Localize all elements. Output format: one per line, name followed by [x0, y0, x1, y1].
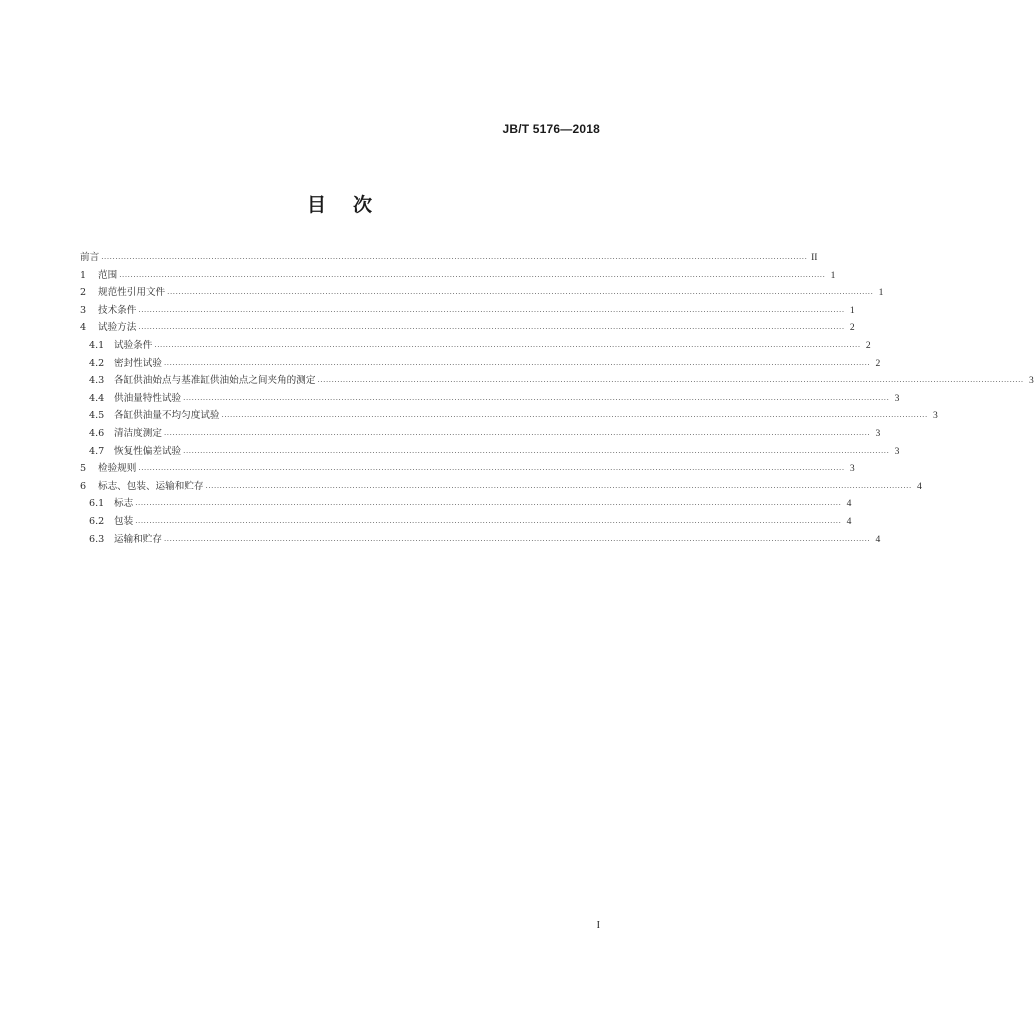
page-title: [0, 190, 680, 217]
toc-entry-label: 试验方法: [98, 322, 137, 334]
dot-leader: ..........................................................................................................................................................................................................................................................: [221, 411, 928, 420]
dot-leader: ..........................................................................................................................................................................................................................................................: [154, 340, 861, 349]
toc-entry[interactable]: [80, 267, 836, 285]
toc-entry-page: 3: [894, 392, 900, 404]
toc-entry[interactable]: [80, 531, 881, 549]
toc-entry[interactable]: [80, 337, 871, 355]
toc-entry-number: 6.1: [89, 498, 105, 510]
toc-entry-label: 规范性引用文件: [98, 287, 166, 299]
toc-entry[interactable]: [80, 495, 852, 513]
toc-entry-page: 3: [1028, 375, 1034, 387]
dot-leader: ..........................................................................................................................................................................................................................................................: [138, 464, 845, 473]
toc-entry[interactable]: [80, 372, 1034, 390]
toc-entry[interactable]: [80, 407, 938, 425]
toc-entry-number: 3: [80, 304, 87, 316]
toc-entry[interactable]: [80, 513, 852, 531]
toc-entry-label: 密封性试验: [114, 357, 162, 369]
toc-entry[interactable]: [80, 478, 922, 496]
toc-entry-label: 标志: [114, 498, 134, 510]
toc-entry-page: 3: [875, 427, 881, 439]
toc-entry-label: 各缸供油量不均匀度试验: [114, 410, 220, 422]
dot-leader: ..........................................................................................................................................................................................................................................................: [183, 446, 890, 455]
dot-leader: ..........................................................................................................................................................................................................................................................: [205, 481, 912, 490]
toc-entry-label: 清洁度测定: [114, 427, 162, 439]
standard-code: JB/T 5176—2018: [502, 122, 600, 136]
toc-entry[interactable]: [80, 249, 818, 267]
toc-entry-page: 2: [875, 357, 881, 369]
toc-entry[interactable]: [80, 284, 884, 302]
dot-leader: ..........................................................................................................................................................................................................................................................: [135, 516, 842, 525]
dot-leader: ..........................................................................................................................................................................................................................................................: [119, 270, 826, 279]
toc-entry-number: 4.6: [89, 427, 105, 439]
toc-entry-number: 4.1: [89, 339, 105, 351]
dot-leader: ..........................................................................................................................................................................................................................................................: [317, 376, 1024, 385]
dot-leader: ..........................................................................................................................................................................................................................................................: [163, 534, 871, 543]
toc-entry[interactable]: [80, 302, 855, 320]
toc-entry[interactable]: [80, 443, 900, 461]
toc-entry-label: 检验规则: [98, 463, 137, 475]
toc-entry[interactable]: [80, 355, 881, 373]
toc-entry-number: 6: [80, 480, 87, 492]
toc-entry-label: 供油量特性试验: [114, 392, 182, 404]
toc-entry-number: 1: [80, 269, 87, 281]
table-of-contents: [80, 249, 1034, 548]
page-title-part-2: 次: [353, 194, 374, 216]
page-number: I: [596, 920, 600, 931]
toc-entry[interactable]: [80, 319, 855, 337]
toc-entry-page: 1: [878, 287, 884, 299]
toc-entry-label: 技术条件: [98, 304, 137, 316]
toc-entry-page: 3: [933, 410, 938, 422]
toc-entry-page: 3: [894, 445, 900, 457]
toc-entry-label: 范围: [98, 269, 118, 281]
toc-entry-page: 4: [846, 498, 852, 510]
toc-entry-page: 2: [849, 322, 855, 334]
dot-leader: ..........................................................................................................................................................................................................................................................: [138, 305, 845, 314]
dot-leader: ..........................................................................................................................................................................................................................................................: [163, 428, 871, 437]
toc-entry-number: 4.3: [89, 375, 105, 387]
dot-leader: ..........................................................................................................................................................................................................................................................: [101, 253, 808, 261]
toc-entry-page: II: [811, 252, 818, 263]
toc-entry-label: 运输和贮存: [114, 533, 162, 545]
dot-leader: ..........................................................................................................................................................................................................................................................: [138, 323, 845, 332]
toc-entry[interactable]: [80, 390, 900, 408]
toc-entry-number: 4: [80, 322, 87, 334]
toc-entry-page: 4: [875, 533, 881, 545]
toc-entry[interactable]: [80, 460, 855, 478]
toc-entry-number: 6.2: [89, 515, 105, 527]
dot-leader: ..........................................................................................................................................................................................................................................................: [135, 499, 842, 508]
toc-entry-number: 2: [80, 287, 87, 299]
dot-leader: ..........................................................................................................................................................................................................................................................: [183, 393, 890, 402]
toc-entry-page: 4: [846, 515, 852, 527]
toc-entry-label: 各缸供油始点与基准缸供油始点之间夹角的测定: [114, 375, 316, 387]
toc-entry-label: 标志、包装、运输和贮存: [98, 480, 204, 492]
page-title-part-1: 目: [306, 194, 327, 216]
toc-entry[interactable]: [80, 425, 881, 443]
toc-entry-number: 4.5: [89, 410, 105, 422]
dot-leader: ..........................................................................................................................................................................................................................................................: [167, 288, 874, 297]
toc-entry-number: 6.3: [89, 533, 105, 545]
toc-entry-label: 包装: [114, 515, 134, 527]
toc-entry-label: 恢复性偏差试验: [114, 445, 182, 457]
toc-entry-page: 4: [917, 480, 922, 492]
toc-entry-label: 前言: [80, 252, 100, 263]
toc-entry-page: 2: [865, 339, 871, 351]
toc-entry-label: 试验条件: [114, 339, 153, 351]
toc-entry-number: 5: [80, 463, 87, 475]
toc-entry-page: 3: [849, 463, 855, 475]
toc-entry-number: 4.4: [89, 392, 105, 404]
dot-leader: ..........................................................................................................................................................................................................................................................: [163, 358, 871, 367]
toc-entry-number: 4.7: [89, 445, 105, 457]
toc-entry-page: 1: [830, 269, 836, 281]
toc-entry-page: 1: [849, 304, 855, 316]
toc-entry-number: 4.2: [89, 357, 105, 369]
